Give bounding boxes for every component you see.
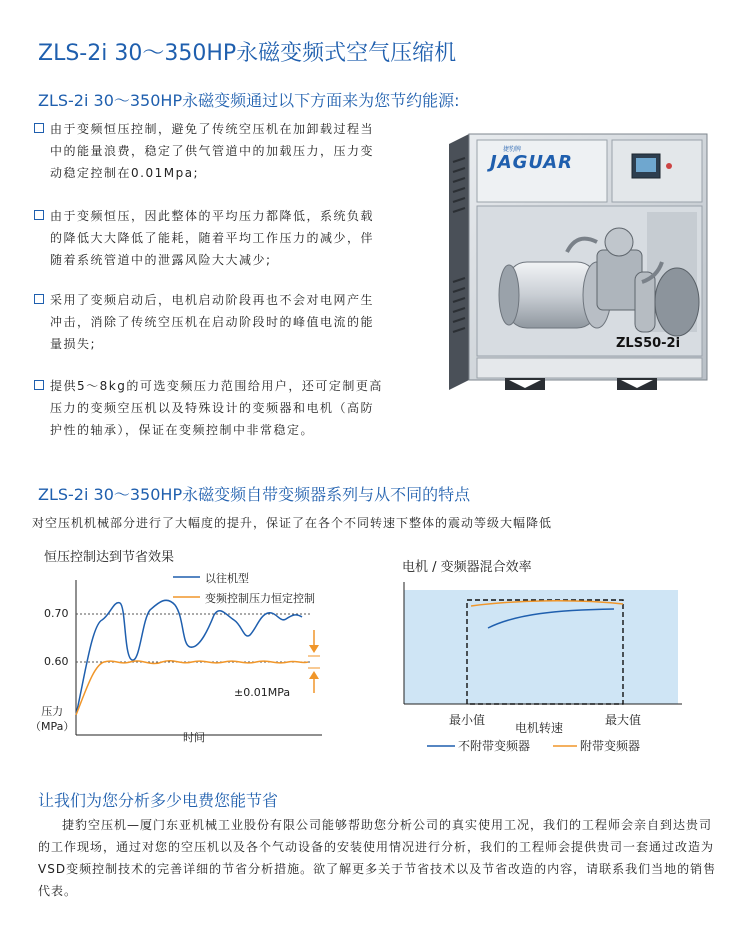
chart1-x-axis-label: 时间 — [183, 731, 205, 744]
chart1-y-axis-label: 压力 （MPa） — [30, 705, 75, 733]
checkbox-icon — [34, 380, 44, 390]
compressor-machine-image — [447, 132, 709, 394]
chart2-xtick-label: 最大值 — [605, 713, 642, 727]
bullet-text: 提供5～8kg的可选变频压力范围给用户，还可定制更高压力的变频空压机以及特殊设计的变频器和电机（高防护性的轴承），保证在变频控制中非常稳定。 — [50, 379, 383, 437]
chart1-legend-label-blue: 以往机型 — [205, 572, 249, 585]
section2-title: ZLS-2i 30～350HP永磁变频自带变频器系列与从不同的特点 — [38, 485, 471, 504]
arrow-down-icon — [309, 645, 319, 653]
bullet-text: 由于变频恒压控制，避免了传统空压机在加卸载过程当中的能量浪费，稳定了供气管道中的加载压力，压力变动稳定控制在0.01Mpa; — [50, 122, 375, 180]
chart2-legend-swatch-orange — [553, 743, 577, 749]
chart2-legend-label-orange: 附带变频器 — [580, 739, 641, 753]
chart2-plot — [396, 580, 686, 710]
chart2-x-axis-label: 电机转速 — [515, 721, 564, 735]
bullet-item — [34, 289, 384, 355]
brand-logo: JAGUAR — [490, 152, 574, 173]
bullet-item — [34, 205, 384, 271]
chart2-legend-swatch-blue — [427, 743, 455, 749]
chart1-title: 恒压控制达到节省效果 — [44, 550, 175, 565]
checkbox-icon — [34, 123, 44, 133]
section2-description: 对空压机机械部分进行了大幅度的提升，保证了在各个不同转速下整体的震动等级大幅降低 — [32, 516, 553, 530]
checkbox-icon — [34, 294, 44, 304]
bullet-item — [34, 375, 384, 441]
machine-model-label: ZLS50-2i — [616, 336, 681, 351]
chart1-ytick-label: 0.60 — [44, 655, 69, 668]
page-title: ZLS-2i 30～350HP永磁变频式空气压缩机 — [38, 41, 457, 66]
arrow-up-icon — [309, 671, 319, 679]
brand-cn-label: 捷豹牌 — [503, 146, 522, 153]
chart1-ytick-label: 0.70 — [44, 607, 69, 620]
chart2-legend-label-blue: 不附带变频器 — [458, 739, 531, 753]
bullet-text: 采用了变频启动后，电机启动阶段再也不会对电网产生冲击，消除了传统空压机在启动阶段时的峰值电流的能量损失; — [50, 293, 375, 351]
bullet-text: 由于变频恒压，因此整体的平均压力都降低，系统负载的降低大大降低了能耗，随着平均工作压力的减少，伴随着系统管道中的泄露风险大大减少; — [50, 209, 375, 267]
section3-title: 让我们为您分析多少电费您能节省 — [38, 791, 279, 810]
chart2-background — [404, 590, 678, 704]
checkbox-icon — [34, 210, 44, 220]
chart2-xtick-label: 最小值 — [449, 713, 486, 727]
chart1-annotation: ±0.01MPa — [234, 686, 291, 699]
chart2-title: 电机 / 变频器混合效率 — [402, 560, 532, 575]
page-subtitle: ZLS-2i 30～350HP永磁变频通过以下方面来为您节约能源: — [38, 91, 460, 110]
bullet-item — [34, 118, 384, 184]
chart1-legend-label-orange: 变频控制压力恒定控制 — [205, 592, 315, 605]
section3-paragraph: 捷豹空压机—厦门东亚机械工业股份有限公司能够帮助您分析公司的真实使用工况，我们的工程师会亲自到达贵司的工作现场，通过对您的空压机以及各个气动设备的安装使用情况进行分析，我们的工程师会提供贵司一套通过改造为VSD变频控制技术的完善详细的节省分析措施。欲了解更多关于节省技术以及节省改造的内容，请联系我们当地的销售代表。 — [38, 818, 717, 898]
